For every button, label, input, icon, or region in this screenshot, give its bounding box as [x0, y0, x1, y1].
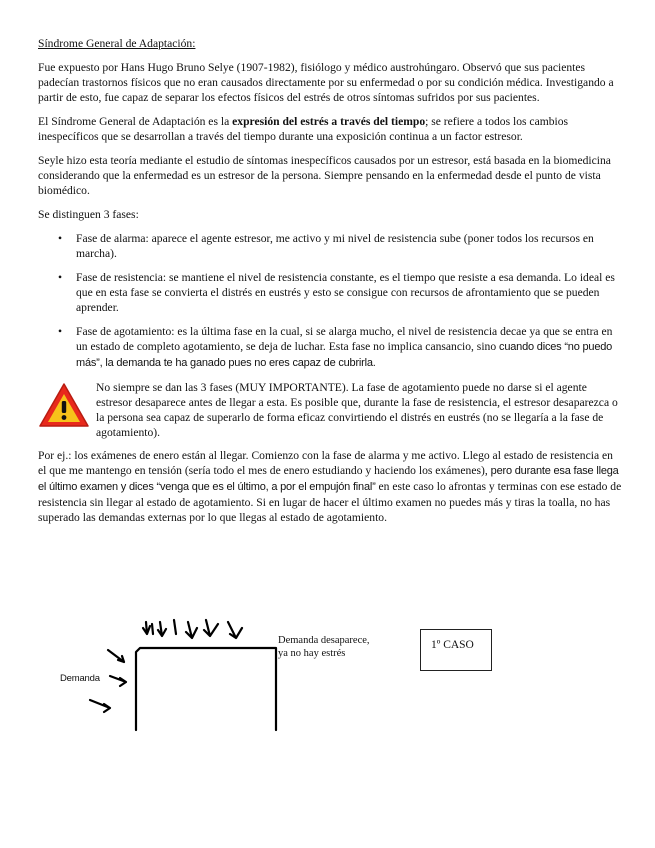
definition-bold: expresión del estrés a través del tiempo [232, 115, 426, 128]
arrow-top-1 [143, 622, 153, 634]
paragraph-phases-intro: Se distinguen 3 fases: [38, 208, 139, 221]
phase-alarm: • Fase de alarma: aparece el agente estresor, me activo y mi nivel de resistencia sube (poner todos los recursos en marcha). [76, 231, 623, 261]
section-heading: Síndrome General de Adaptación: [38, 37, 196, 50]
resistance-curve [136, 648, 276, 730]
demand-disappears-label [278, 634, 370, 660]
arrow-top-5 [204, 620, 218, 636]
demand-disappears-line2: ya no hay estrés [278, 648, 346, 659]
warning-text: No siempre se dan las 3 fases (MUY IMPORTANTE). La fase de agotamiento puede no darse si el agente estresor desaparece antes de llegar a esta. Es posible que, durante la fase de resistencia, el estresor desaparezca o la persona sea capaz de superarlo de forma eficaz convirtiendo el distrés en eustrés (no se llegaría a la fase de agotamiento). [96, 381, 618, 439]
arrow-side-2 [110, 676, 126, 686]
example-text-rest: en este caso lo afrontas y terminas con ese estado de resistencia sin llegar al estado de agotamiento. Si en lugar de hacer el último examen no puedes más y tiras la toalla, no has superado las demandas externas por lo que llegas al estado de agotamiento. [38, 480, 622, 524]
demand-disappears-line1: Demanda desaparece, [278, 635, 370, 646]
phase-exhaustion-handwritten: cuando dices “no puedo más”, la demanda te ha ganado pues no eres capaz de cubrirla. [76, 341, 613, 369]
demand-label: Demanda [60, 673, 100, 684]
arrow-top-2 [158, 622, 166, 636]
phase-exhaustion [76, 324, 623, 371]
paragraph-definition [38, 114, 623, 144]
arrow-top-6 [228, 622, 242, 638]
document-body [38, 36, 623, 534]
arrow-side-1 [108, 650, 124, 662]
warning-note [38, 380, 623, 440]
paragraph-example [38, 448, 623, 525]
paragraph-theory: Seyle hizo esta teoría mediante el estudio de síntomas inespecíficos causados por un estresor, está basada en la biomedicina considerando que la enfermedad es un estresor de la persona. Siempre pensando en la enfermedad desde el punto de vista biomédico. [38, 154, 611, 197]
definition-text-rest: ; se refiere a todos los cambios inespecíficos que se desarrollan a través del tiempo durante una exposición continua a un factor estresor. [38, 115, 569, 143]
definition-text: El Síndrome General de Adaptación es la [38, 115, 233, 128]
arrow-side-3 [90, 700, 110, 712]
arrow-top-3 [174, 620, 176, 634]
arrow-top-4 [186, 622, 197, 638]
phases-list [38, 231, 623, 371]
stress-diagram [50, 612, 610, 732]
case-box: 1º CASO [420, 629, 492, 671]
phase-exhaustion-text: Fase de agotamiento: es la última fase en la cual, si se alarga mucho, el nivel de resistencia decae ya que se entra en un estado de completo agotamiento, se deja de luchar. Esta fase no implica cansancio, sino [76, 325, 613, 353]
paragraph-selye: Fue expuesto por Hans Hugo Bruno Selye (1907-1982), fisiólogo y médico austrohúngaro. Observó que sus pacientes padecían trastornos físicos que no eran causados directamente por su enfermedad o por su condición médica. Investigando a partir de esto, fue capaz de separar los efectos físicos del estrés de otros síntomas sufridos por sus pacientes. [38, 61, 614, 104]
example-text: Por ej.: los exámenes de enero están al llegar. Comienzo con la fase de alarma y me activo. Llego al estado de resistencia en el que me mantengo en tensión (sería todo el mes de enero estudiando y haciendo los exámenes), [38, 449, 613, 477]
warning-icon [38, 382, 90, 428]
phase-resistance: • Fase de resistencia: se mantiene el nivel de resistencia constante, es el tiempo que resiste a esa demanda. Lo ideal es que en esta fase se convierta el distrés en eustrés y esto se consigue con recursos de afrontamiento que se pueden aprender. [76, 270, 623, 315]
example-handwritten: pero durante esa fase llega el último examen y dices “venga que es el último, a por el empujón final” [38, 465, 619, 493]
